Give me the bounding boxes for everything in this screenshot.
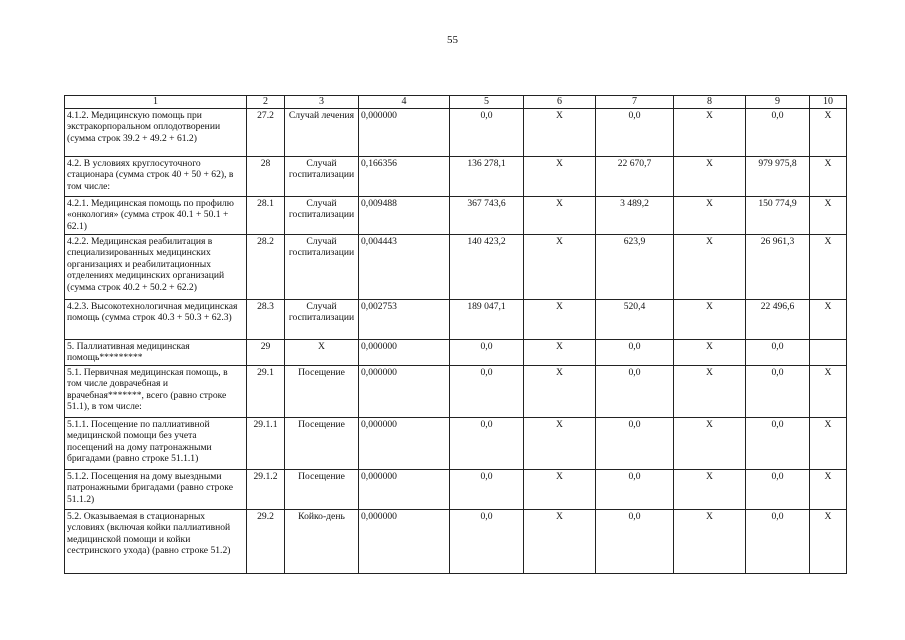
row-col9: 150 774,9 bbox=[746, 197, 810, 235]
table-row bbox=[65, 418, 847, 470]
row-norm: 0,000000 bbox=[359, 340, 450, 366]
row-unit: Посещение bbox=[285, 470, 359, 510]
row-col10: Х bbox=[810, 366, 847, 418]
row-col6: Х bbox=[524, 366, 596, 418]
row-unit: Случай госпитализации bbox=[285, 197, 359, 235]
row-number: 28.1 bbox=[247, 197, 285, 235]
table-row bbox=[65, 235, 847, 300]
row-col6: Х bbox=[524, 418, 596, 470]
table-row bbox=[65, 340, 847, 366]
row-name: 5.2. Оказываемая в стационарных условиях (включая койки паллиативной медицинской помощи и койки сестринского ухода) (равно строке 51.2) bbox=[65, 510, 247, 574]
row-unit: Койко-день bbox=[285, 510, 359, 574]
table-row bbox=[65, 197, 847, 235]
row-number: 29.1.1 bbox=[247, 418, 285, 470]
row-col5: 189 047,1 bbox=[450, 300, 524, 340]
row-norm: 0,000000 bbox=[359, 366, 450, 418]
row-unit: Х bbox=[285, 340, 359, 366]
row-col7: 520,4 bbox=[596, 300, 674, 340]
row-norm: 0,002753 bbox=[359, 300, 450, 340]
row-unit: Посещение bbox=[285, 366, 359, 418]
row-number: 28.2 bbox=[247, 235, 285, 300]
row-col10 bbox=[810, 340, 847, 366]
row-col10: Х bbox=[810, 300, 847, 340]
row-col5: 0,0 bbox=[450, 510, 524, 574]
row-col7: 3 489,2 bbox=[596, 197, 674, 235]
row-col5: 367 743,6 bbox=[450, 197, 524, 235]
row-norm: 0,000000 bbox=[359, 109, 450, 157]
column-number: 4 bbox=[359, 96, 450, 109]
row-name: 4.2. В условиях круглосуточного стационара (сумма строк 40 + 50 + 62), в том числе: bbox=[65, 157, 247, 197]
row-col10: Х bbox=[810, 470, 847, 510]
row-col6: Х bbox=[524, 109, 596, 157]
row-col6: Х bbox=[524, 197, 596, 235]
row-col10: Х bbox=[810, 510, 847, 574]
row-col5: 140 423,2 bbox=[450, 235, 524, 300]
row-number: 29.1.2 bbox=[247, 470, 285, 510]
row-name: 5. Паллиативная медицинская помощь********* bbox=[65, 340, 247, 366]
column-number: 2 bbox=[247, 96, 285, 109]
column-number: 10 bbox=[810, 96, 847, 109]
row-name: 4.2.2. Медицинская реабилитация в специализированных медицинских организациях и реабилитационных отделениях медицинских организаций (сумма строк 40.2 + 50.2 + 62.2) bbox=[65, 235, 247, 300]
row-col9: 0,0 bbox=[746, 510, 810, 574]
table-row bbox=[65, 366, 847, 418]
row-col9: 0,0 bbox=[746, 366, 810, 418]
row-col9: 0,0 bbox=[746, 340, 810, 366]
row-col8: Х bbox=[674, 340, 746, 366]
row-unit: Посещение bbox=[285, 418, 359, 470]
row-name: 4.1.2. Медицинскую помощь при экстракорпоральном оплодотворении (сумма строк 39.2 + 49.2 + 61.2) bbox=[65, 109, 247, 157]
column-number: 3 bbox=[285, 96, 359, 109]
row-number: 29.2 bbox=[247, 510, 285, 574]
row-col7: 0,0 bbox=[596, 366, 674, 418]
row-name: 5.1.2. Посещения на дому выездными патронажными бригадами (равно строке 51.1.2) bbox=[65, 470, 247, 510]
row-col8: Х bbox=[674, 235, 746, 300]
table-row bbox=[65, 510, 847, 574]
row-unit: Случай госпитализации bbox=[285, 157, 359, 197]
row-col6: Х bbox=[524, 300, 596, 340]
page-number: 55 bbox=[447, 34, 458, 46]
row-name: 5.1.1. Посещение по паллиативной медицинской помощи без учета посещений на дому патронажными бригадами (равно строке 51.1.1) bbox=[65, 418, 247, 470]
column-number: 6 bbox=[524, 96, 596, 109]
row-number: 29 bbox=[247, 340, 285, 366]
row-col8: Х bbox=[674, 197, 746, 235]
row-col9: 22 496,6 bbox=[746, 300, 810, 340]
row-col10: Х bbox=[810, 109, 847, 157]
column-number-row bbox=[65, 96, 847, 109]
row-col10: Х bbox=[810, 197, 847, 235]
row-col9: 0,0 bbox=[746, 470, 810, 510]
row-name: 4.2.1. Медицинская помощь по профилю «онкология» (сумма строк 40.1 + 50.1 + 62.1) bbox=[65, 197, 247, 235]
row-col9: 26 961,3 bbox=[746, 235, 810, 300]
data-table bbox=[64, 95, 847, 574]
row-unit: Случай госпитализации bbox=[285, 300, 359, 340]
row-norm: 0,000000 bbox=[359, 470, 450, 510]
row-col7: 0,0 bbox=[596, 340, 674, 366]
table-row bbox=[65, 109, 847, 157]
row-norm: 0,009488 bbox=[359, 197, 450, 235]
row-number: 27.2 bbox=[247, 109, 285, 157]
table-row bbox=[65, 470, 847, 510]
row-number: 28.3 bbox=[247, 300, 285, 340]
row-col5: 0,0 bbox=[450, 109, 524, 157]
row-col5: 0,0 bbox=[450, 340, 524, 366]
row-col7: 0,0 bbox=[596, 418, 674, 470]
row-col10: Х bbox=[810, 418, 847, 470]
row-col7: 0,0 bbox=[596, 470, 674, 510]
row-unit: Случай госпитализации bbox=[285, 235, 359, 300]
row-unit: Случай лечения bbox=[285, 109, 359, 157]
row-col7: 0,0 bbox=[596, 510, 674, 574]
table-row bbox=[65, 300, 847, 340]
column-number: 9 bbox=[746, 96, 810, 109]
row-col5: 136 278,1 bbox=[450, 157, 524, 197]
row-col7: 0,0 bbox=[596, 109, 674, 157]
row-col8: Х bbox=[674, 470, 746, 510]
row-norm: 0,166356 bbox=[359, 157, 450, 197]
row-col7: 623,9 bbox=[596, 235, 674, 300]
row-col10: Х bbox=[810, 235, 847, 300]
column-number: 1 bbox=[65, 96, 247, 109]
row-col8: Х bbox=[674, 157, 746, 197]
table-row bbox=[65, 157, 847, 197]
row-col8: Х bbox=[674, 366, 746, 418]
row-norm: 0,000000 bbox=[359, 418, 450, 470]
row-col8: Х bbox=[674, 418, 746, 470]
row-col6: Х bbox=[524, 340, 596, 366]
row-col6: Х bbox=[524, 157, 596, 197]
column-number: 7 bbox=[596, 96, 674, 109]
row-col10: Х bbox=[810, 157, 847, 197]
row-col6: Х bbox=[524, 470, 596, 510]
row-col8: Х bbox=[674, 510, 746, 574]
row-name: 4.2.3. Высокотехнологичная медицинская помощь (сумма строк 40.3 + 50.3 + 62.3) bbox=[65, 300, 247, 340]
row-norm: 0,004443 bbox=[359, 235, 450, 300]
row-col9: 0,0 bbox=[746, 418, 810, 470]
row-col8: Х bbox=[674, 109, 746, 157]
row-col7: 22 670,7 bbox=[596, 157, 674, 197]
row-col6: Х bbox=[524, 510, 596, 574]
row-number: 28 bbox=[247, 157, 285, 197]
row-norm: 0,000000 bbox=[359, 510, 450, 574]
row-col8: Х bbox=[674, 300, 746, 340]
column-number: 8 bbox=[674, 96, 746, 109]
row-col6: Х bbox=[524, 235, 596, 300]
row-col5: 0,0 bbox=[450, 470, 524, 510]
row-col9: 979 975,8 bbox=[746, 157, 810, 197]
row-col5: 0,0 bbox=[450, 366, 524, 418]
row-number: 29.1 bbox=[247, 366, 285, 418]
row-name: 5.1. Первичная медицинская помощь, в том числе доврачебная и врачебная*******, всего (равно строке 51.1), в том числе: bbox=[65, 366, 247, 418]
row-col5: 0,0 bbox=[450, 418, 524, 470]
row-col9: 0,0 bbox=[746, 109, 810, 157]
column-number: 5 bbox=[450, 96, 524, 109]
